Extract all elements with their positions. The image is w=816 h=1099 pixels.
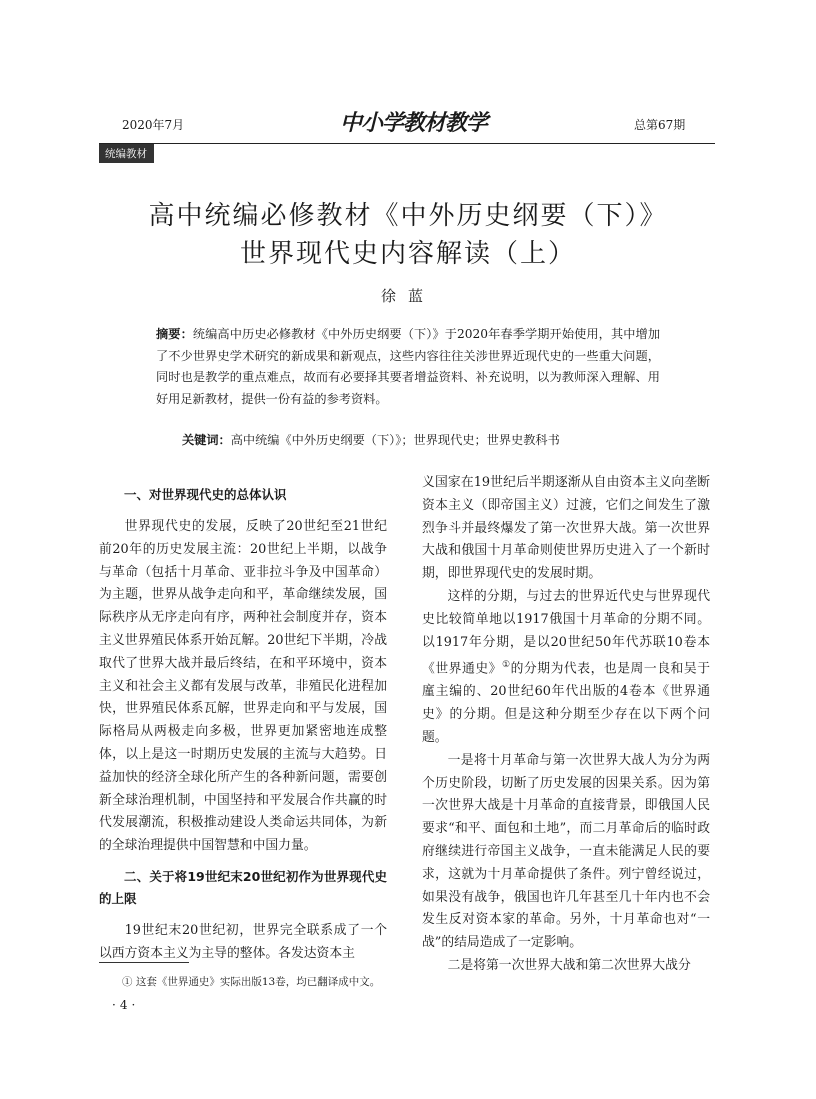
right-paragraph-0: 义国家在19世纪后半期逐渐从自由资本主义向垄断资本主义（即帝国主义）过渡，它们之间发生了激烈争斗并最终爆发了第一次世界大战。第一次世界大战和俄国十月革命则使世界历史进入了一个新时期，即世界现代史的发展时期。 [422,475,710,582]
abstract-label: 摘要： [156,327,193,341]
left-column [99,484,387,966]
keywords [182,431,560,448]
section1-paragraph: 世界现代史的发展，反映了20世纪至21世纪前20年的历史发展主流：20世纪上半期，以战争与革命（包括十月革命、亚非拉斗争及中国革命）为主题，世界从战争走向和平，革命继续发展，国际秩序从无序走向有序，两种社会制度并存，资本主义世界殖民体系开始瓦解。20世纪下半期，冷战取代了世界大战并最后终结，在和平环境中，资本主义和社会主义都有发展与改革，非殖民化进程加快，世界殖民体系瓦解，世界走向和平与发展，国际格局从两极走向多极，世界更加紧密地连成整体，以上是这一时期历史发展的主流与大趋势。日益加快的经济全球化所产生的各种新问题，需要创新全球治理机制，中国坚持和平发展合作共赢的时代发展潮流，积极推动建设人类命运共同体，为新的全球治理提供中国智慧和中国力量。 [99,519,387,854]
section2-paragraph: 19世纪末20世纪初，世界完全联系成了一个以西方资本主义为主导的整体。各发达资本主 [99,922,387,961]
footnote-rule [99,962,189,963]
right-paragraph-1 [422,586,710,750]
abstract [156,324,660,410]
keywords-label: 关键词： [182,433,231,447]
abstract-text: 统编高中历史必修教材《中外历史纲要（下）》于2020年春季学期开始使用，其中增加了不少世界史学术研究的新成果和新观点，这些内容往往关涉世界近现代史的一些重大问题，同时也是教学的重点难点，故而有必要择其要者增益资料、补充说明，以为教师深入理解、用好用足新教材，提供一份有益的参考资料。 [156,327,661,406]
right-column [422,472,710,978]
header-rule [99,143,715,144]
right-paragraph-1-a: 这样的分期，与过去的世界近代史与世界现代史比较简单地以1917俄国十月革命的分期不同。以1917年分期，是以20世纪50年代苏联10卷本《世界通史》 [422,588,710,677]
footnote-ref: ① [501,660,511,671]
right-paragraph-1-b: 的分期为代表，也是周一良和吴于廑主编的、20世纪60年代出版的4卷本《世界通史》的分期。但是这种分期至少存在以下两个问题。 [422,661,711,746]
keywords-text: 高中统编《中外历史纲要（下）》；世界现代史；世界史教科书 [230,433,560,447]
article-title-line1: 高中统编必修教材《中外历史纲要（下）》 [148,201,668,231]
section1-heading: 一、对世界现代史的总体认识 [124,487,287,502]
right-paragraph-3: 二是将第一次世界大战和第二次世界大战分 [447,958,691,973]
right-paragraph-2: 一是将十月革命与第一次世界大战人为分为两个历史阶段，切断了历史发展的因果关系。因为第一次世界大战是十月革命的直接背景，即俄国人民要求“和平、面包和土地”，而二月革命后的临时政府继续进行帝国主义战争，一直未能满足人民的要求，这就为十月革命提供了条件。列宁曾经说过，如果没有战争，俄国也许几年甚至几十年内也不会发生反对资本家的革命。另外，十月革命也对“一战”的结局造成了一定影响。 [422,752,710,951]
header-date: 2020年7月 [122,118,185,132]
header-issue: 总第67期 [634,118,686,132]
article-author: 徐蓝 [380,287,435,305]
page-number: ·4· [112,998,140,1012]
article-title-line2: 世界现代史内容解读（上） [239,239,576,269]
section2-heading: 二、关于将19世纪末20世纪初作为世界现代史的上限 [99,868,387,906]
journal-logo: 中小学教材教学 [340,111,488,136]
section-tag: 统编教材 [99,144,154,163]
footnote: ① 这套《世界通史》实际出版13卷，均已翻译成中文。 [122,976,381,988]
